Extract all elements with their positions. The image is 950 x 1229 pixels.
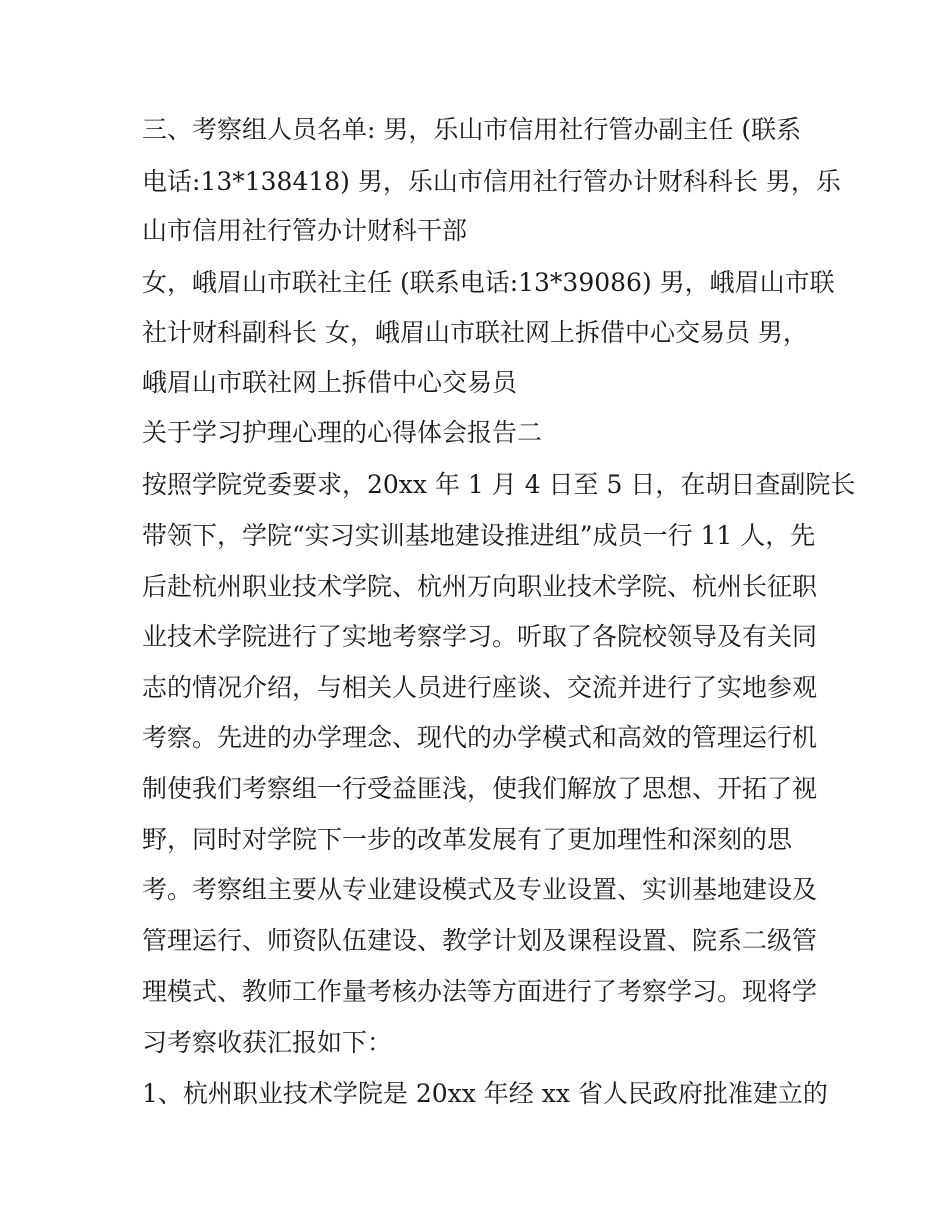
- text-line: 山市信用社行管办计财科干部: [142, 216, 468, 245]
- text-line: 习考察收获汇报如下：: [142, 1028, 393, 1057]
- text-line: 带领下，学院“实习实训基地建设推进组”成员一行 11 人，先: [142, 521, 816, 550]
- text-line: 考察。先进的办学理念、现代的办学模式和高效的管理运行机: [142, 723, 818, 752]
- text-line: 电话:13*138418) 男，乐山市信用社行管办计财科科长 男，乐: [142, 167, 841, 196]
- text-line: 理模式、教师工作量考核办法等方面进行了考察学习。现将学: [142, 977, 818, 1006]
- text-line: 业技术学院进行了实地考察学习。听取了各院校领导及有关同: [142, 622, 818, 651]
- text-line: 社计财科副科长 女，峨眉山市联社网上拆借中心交易员 男，: [142, 318, 808, 347]
- text-line: 志的情况介绍，与相关人员进行座谈、交流并进行了实地参观: [142, 673, 818, 702]
- text-line: 峨眉山市联社网上拆借中心交易员: [142, 368, 518, 397]
- text-line: 三、考察组人员名单: 男，乐山市信用社行管办副主任 (联系: [142, 115, 802, 144]
- text-line: 后赴杭州职业技术学院、杭州万向职业技术学院、杭州长征职: [142, 572, 818, 601]
- text-line: 制使我们考察组一行受益匪浅，使我们解放了思想、开拓了视: [142, 774, 818, 803]
- text-line: 野，同时对学院下一步的改革发展有了更加理性和深刻的思: [142, 825, 793, 854]
- text-line: 按照学院党委要求，20xx 年 1 月 4 日至 5 日，在胡日查副院长: [142, 470, 856, 499]
- text-line: 考。考察组主要从专业建设模式及专业设置、实训基地建设及: [142, 875, 818, 904]
- text-line: 女，峨眉山市联社主任 (联系电话:13*39086) 男，峨眉山市联: [142, 268, 835, 297]
- text-line: 1、杭州职业技术学院是 20xx 年经 xx 省人民政府批准建立的: [142, 1079, 828, 1108]
- text-line: 管理运行、师资队伍建设、教学计划及课程设置、院系二级管: [142, 926, 818, 955]
- section-heading: 关于学习护理心理的心得体会报告二: [142, 418, 543, 447]
